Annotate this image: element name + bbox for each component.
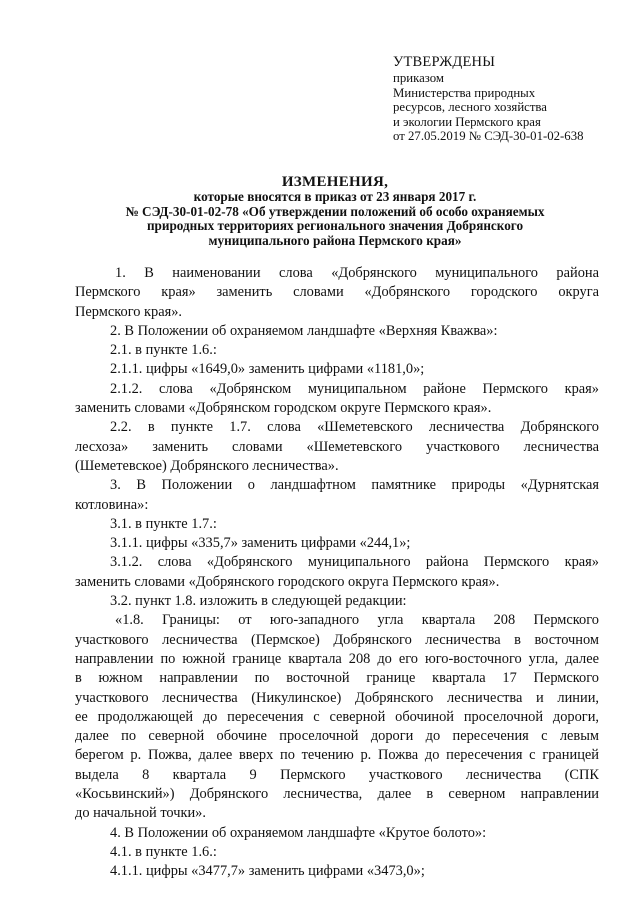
approval-line: и экологии Пермского края (393, 114, 541, 129)
body-line: 4. В Положении об охраняемом ландшафте «Крутое болото»: (110, 824, 487, 841)
body-line: берегом р. Пожва, далее вверх по течению р. Пожва до пересечения с границей (75, 747, 599, 764)
body-line: «Косьвинский») Добрянского лесничества, далее в северном направлении (75, 786, 599, 803)
body-line: 3.1.2. слова «Добрянского муниципального района Пермского края» (110, 554, 599, 571)
body-line: 1. В наименовании слова «Добрянского муниципального района (115, 265, 599, 281)
body-line: 2.1.1. цифры «1649,0» заменить цифрами «1181,0»; (110, 361, 425, 378)
body-line: направлении по южной границе квартала 208 до его юго-восточного угла, далее (75, 650, 599, 667)
body-line: заменить словами «Добрянском городском округе Пермского края». (75, 400, 492, 417)
document-body (75, 264, 599, 882)
body-line: 2.1. в пункте 1.6.: (110, 342, 217, 359)
approval-block (393, 54, 633, 144)
title-line: муниципального района Пермского края» (208, 232, 462, 248)
approval-line: приказом (393, 71, 445, 85)
body-line: заменить словами «Добрянского городского округа Пермского края». (75, 573, 500, 590)
body-line: «1.8. Границы: от юго-западного угла квартала 208 Пермского (115, 612, 599, 629)
document-title (70, 175, 600, 248)
body-line: 4.1. в пункте 1.6.: (110, 843, 217, 860)
body-line: Пермского края» заменить словами «Добрянского городского округа (75, 284, 599, 301)
title-line: которые вносятся в приказ от 23 января 2017 г. (193, 189, 477, 204)
body-line: 2.1.2. слова «Добрянском муниципальном районе Пермского края» (110, 380, 599, 397)
body-line: 3.1. в пункте 1.7.: (110, 515, 217, 532)
body-line: до начальной точки». (75, 805, 206, 822)
body-line: в южном направлении по восточной границе квартала 17 Пермского (75, 670, 599, 687)
body-line: 4.1.1. цифры «3477,7» заменить цифрами «3473,0»; (110, 863, 425, 880)
title-main: ИЗМЕНЕНИЯ, (281, 174, 389, 190)
body-line: 3.1.1. цифры «335,7» заменить цифрами «244,1»; (110, 535, 411, 552)
body-line: участкового лесничества (Никулинское) Добрянского лесничества и линии, (75, 689, 599, 706)
approval-line: от 27.05.2019 № СЭД-30-01-02-638 (393, 129, 584, 144)
body-line: далее по северной обочине проселочной дороги до пересечения с левым (75, 728, 599, 745)
approval-heading: УТВЕРЖДЕНЫ (393, 54, 496, 70)
title-line: № СЭД-30-01-02-78 «Об утверждении положений об особо охраняемых (125, 203, 545, 219)
body-line: участкового лесничества (Пермское) Добрянского лесничества в восточном (75, 631, 599, 648)
title-line: природных территориях регионального значения Добрянского (146, 218, 524, 234)
body-line: выдела 8 квартала 9 Пермского участкового лесничества (СПК (75, 766, 599, 783)
body-line: Пермского края». (75, 303, 183, 320)
body-line: 2.2. в пункте 1.7. слова «Шеметевского лесничества Добрянского (110, 419, 599, 436)
approval-line: ресурсов, лесного хозяйства (393, 100, 547, 115)
body-line: ее продолжающей до пересечения с северной обочиной проселочной дороги, (75, 708, 599, 725)
body-line: (Шеметевское) Добрянского лесничества». (75, 457, 339, 474)
body-line: лесхоза» заменить словами «Шеметевского участкового лесничества (75, 438, 599, 455)
body-line: котловина»: (75, 496, 149, 513)
body-line: 3. В Положении о ландшафтном памятнике природы «Дурнятская (110, 477, 599, 494)
approval-line: Министерства природных (393, 85, 536, 100)
body-line: 2. В Положении об охраняемом ландшафте «Верхняя Кважва»: (110, 322, 498, 339)
body-line: 3.2. пункт 1.8. изложить в следующей редакции: (110, 593, 407, 610)
